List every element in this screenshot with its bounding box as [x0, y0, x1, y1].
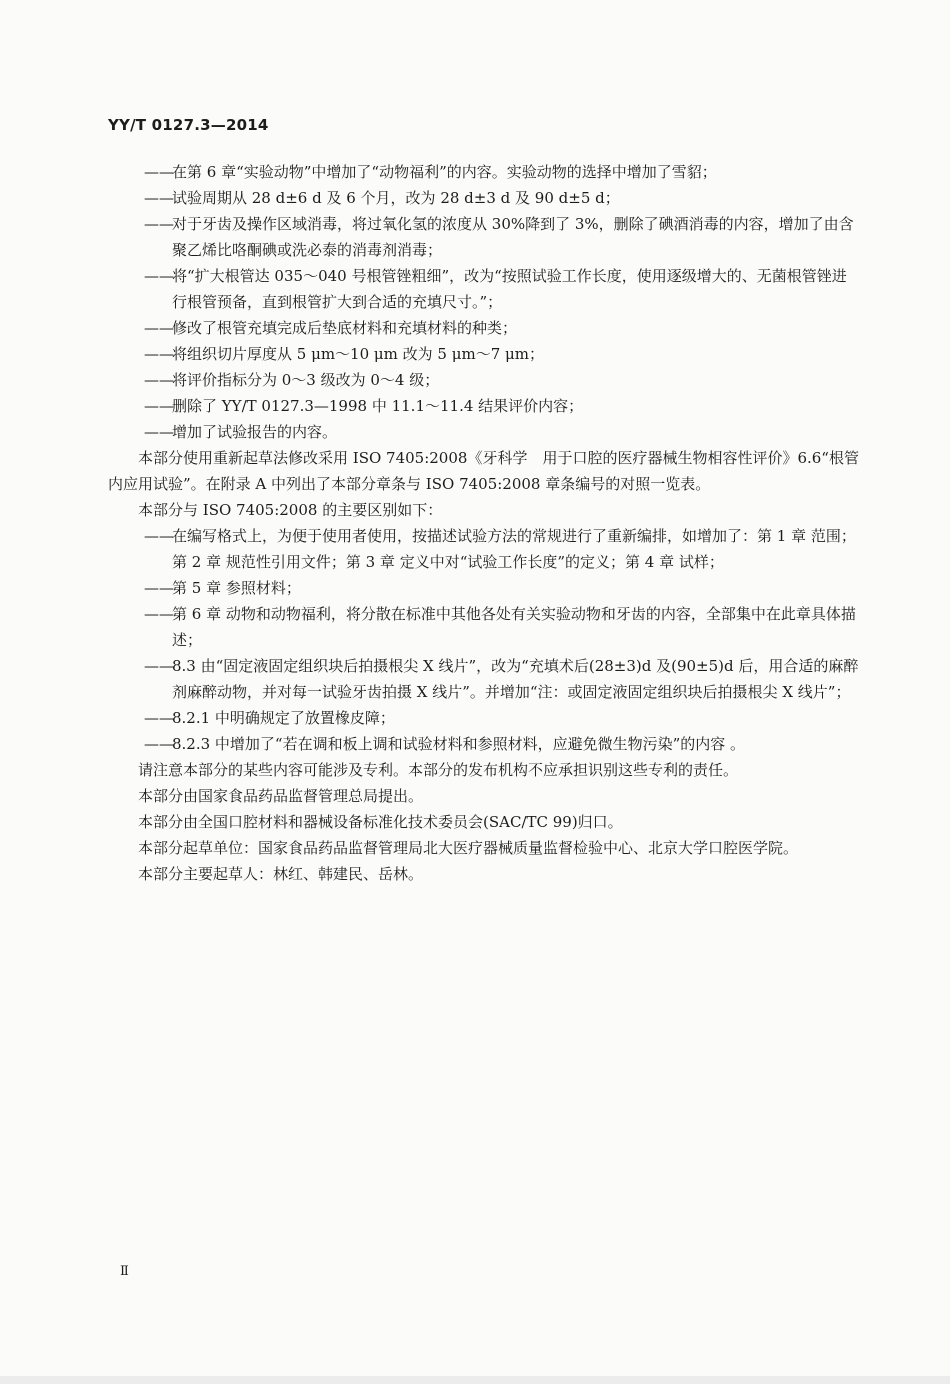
list-dash: ——	[144, 423, 174, 441]
list-dash: ——	[144, 371, 174, 389]
list-item: —— 在编写格式上，为便于使用者使用，按描述试验方法的常规进行了重新编排，如增加了：第 1 章 范围；第 2 章 规范性引用文件；第 3 章 定义中对“试验工作长度”的定义；第 4 章 试样；	[108, 523, 860, 575]
document-code: YY/T 0127.3—2014	[108, 116, 269, 134]
scan-edge	[0, 1376, 950, 1384]
list-dash: ——	[144, 319, 174, 337]
list-dash: ——	[144, 657, 174, 675]
foreword-body	[108, 159, 860, 887]
list-item: —— 8.2.1 中明确规定了放置橡皮障；	[108, 705, 860, 731]
centralized-paragraph: 本部分由全国口腔材料和器械设备标准化技术委员会(SAC/TC 99)归口。	[138, 813, 623, 831]
list-dash: ——	[144, 579, 174, 597]
list-item: —— 第 6 章 动物和动物福利，将分散在标准中其他各处有关实验动物和牙齿的内容，全部集中在此章具体描述；	[108, 601, 860, 653]
list-dash: ——	[144, 189, 174, 207]
list-item: —— 对于牙齿及操作区域消毒，将过氧化氢的浓度从 30%降到了 3%，删除了碘酒消毒的内容，增加了由含聚乙烯比咯酮碘或洗必泰的消毒剂消毒；	[108, 211, 860, 263]
list-dash: ——	[144, 345, 174, 363]
list-dash: ——	[144, 215, 174, 233]
list-item: —— 将评价指标分为 0～3 级改为 0～4 级；	[108, 367, 860, 393]
list-item: —— 试验周期从 28 d±6 d 及 6 个月，改为 28 d±3 d 及 90 d±5 d；	[108, 185, 860, 211]
adoption-paragraph: 本部分使用重新起草法修改采用 ISO 7405:2008《牙科学 用于口腔的医疗器械生物相容性评价》6.6“根管内应用试验”。在附录 A 中列出了本部分章条与 ISO 7405:2008 章条编号的对照一览表。	[108, 449, 859, 493]
list-dash: ——	[144, 267, 174, 285]
list-dash: ——	[144, 735, 174, 753]
list-item: —— 第 5 章 参照材料；	[108, 575, 860, 601]
list-dash: ——	[144, 163, 174, 181]
list-dash: ——	[144, 709, 174, 727]
list-item: —— 将组织切片厚度从 5 μm～10 μm 改为 5 μm～7 μm；	[108, 341, 860, 367]
list-item: —— 修改了根管充填完成后垫底材料和充填材料的种类；	[108, 315, 860, 341]
drafting-units-paragraph: 本部分起草单位：国家食品药品监督管理局北大医疗器械质量监督检验中心、北京大学口腔医学院。	[138, 839, 799, 857]
patent-paragraph: 请注意本部分的某些内容可能涉及专利。本部分的发布机构不应承担识别这些专利的责任。	[138, 761, 739, 779]
list-item: —— 8.3 由“固定液固定组织块后拍摄根尖 X 线片”，改为“充填术后(28±3)d 及(90±5)d 后，用合适的麻醉剂麻醉动物，并对每一试验牙齿拍摄 X 线片”。并增加“注：或固定液固定组织块后拍摄根尖 X 线片”；	[108, 653, 860, 705]
list-dash: ——	[144, 527, 174, 545]
differences-list	[108, 523, 860, 757]
list-item: —— 删除了 YY/T 0127.3—1998 中 11.1～11.4 结果评价内容；	[108, 393, 860, 419]
differences-intro: 本部分与 ISO 7405:2008 的主要区别如下：	[138, 501, 443, 519]
drafters-paragraph: 本部分主要起草人：林红、韩建民、岳林。	[138, 865, 424, 883]
list-dash: ——	[144, 605, 174, 623]
list-item: —— 8.2.3 中增加了“若在调和板上调和试验材料和参照材料，应避免微生物污染”的内容 。	[108, 731, 860, 757]
page-number: Ⅱ	[120, 1264, 129, 1279]
intro-changes-list	[108, 159, 860, 445]
list-item: —— 在第 6 章“实验动物”中增加了“动物福利”的内容。实验动物的选择中增加了雪貂；	[108, 159, 860, 185]
list-item: —— 将“扩大根管达 035～040 号根管锉粗细”，改为“按照试验工作长度，使用逐级增大的、无菌根管锉进行根管预备，直到根管扩大到合适的充填尺寸。”；	[108, 263, 860, 315]
list-item: —— 增加了试验报告的内容。	[108, 419, 860, 445]
list-dash: ——	[144, 397, 174, 415]
proposed-paragraph: 本部分由国家食品药品监督管理总局提出。	[138, 787, 424, 805]
